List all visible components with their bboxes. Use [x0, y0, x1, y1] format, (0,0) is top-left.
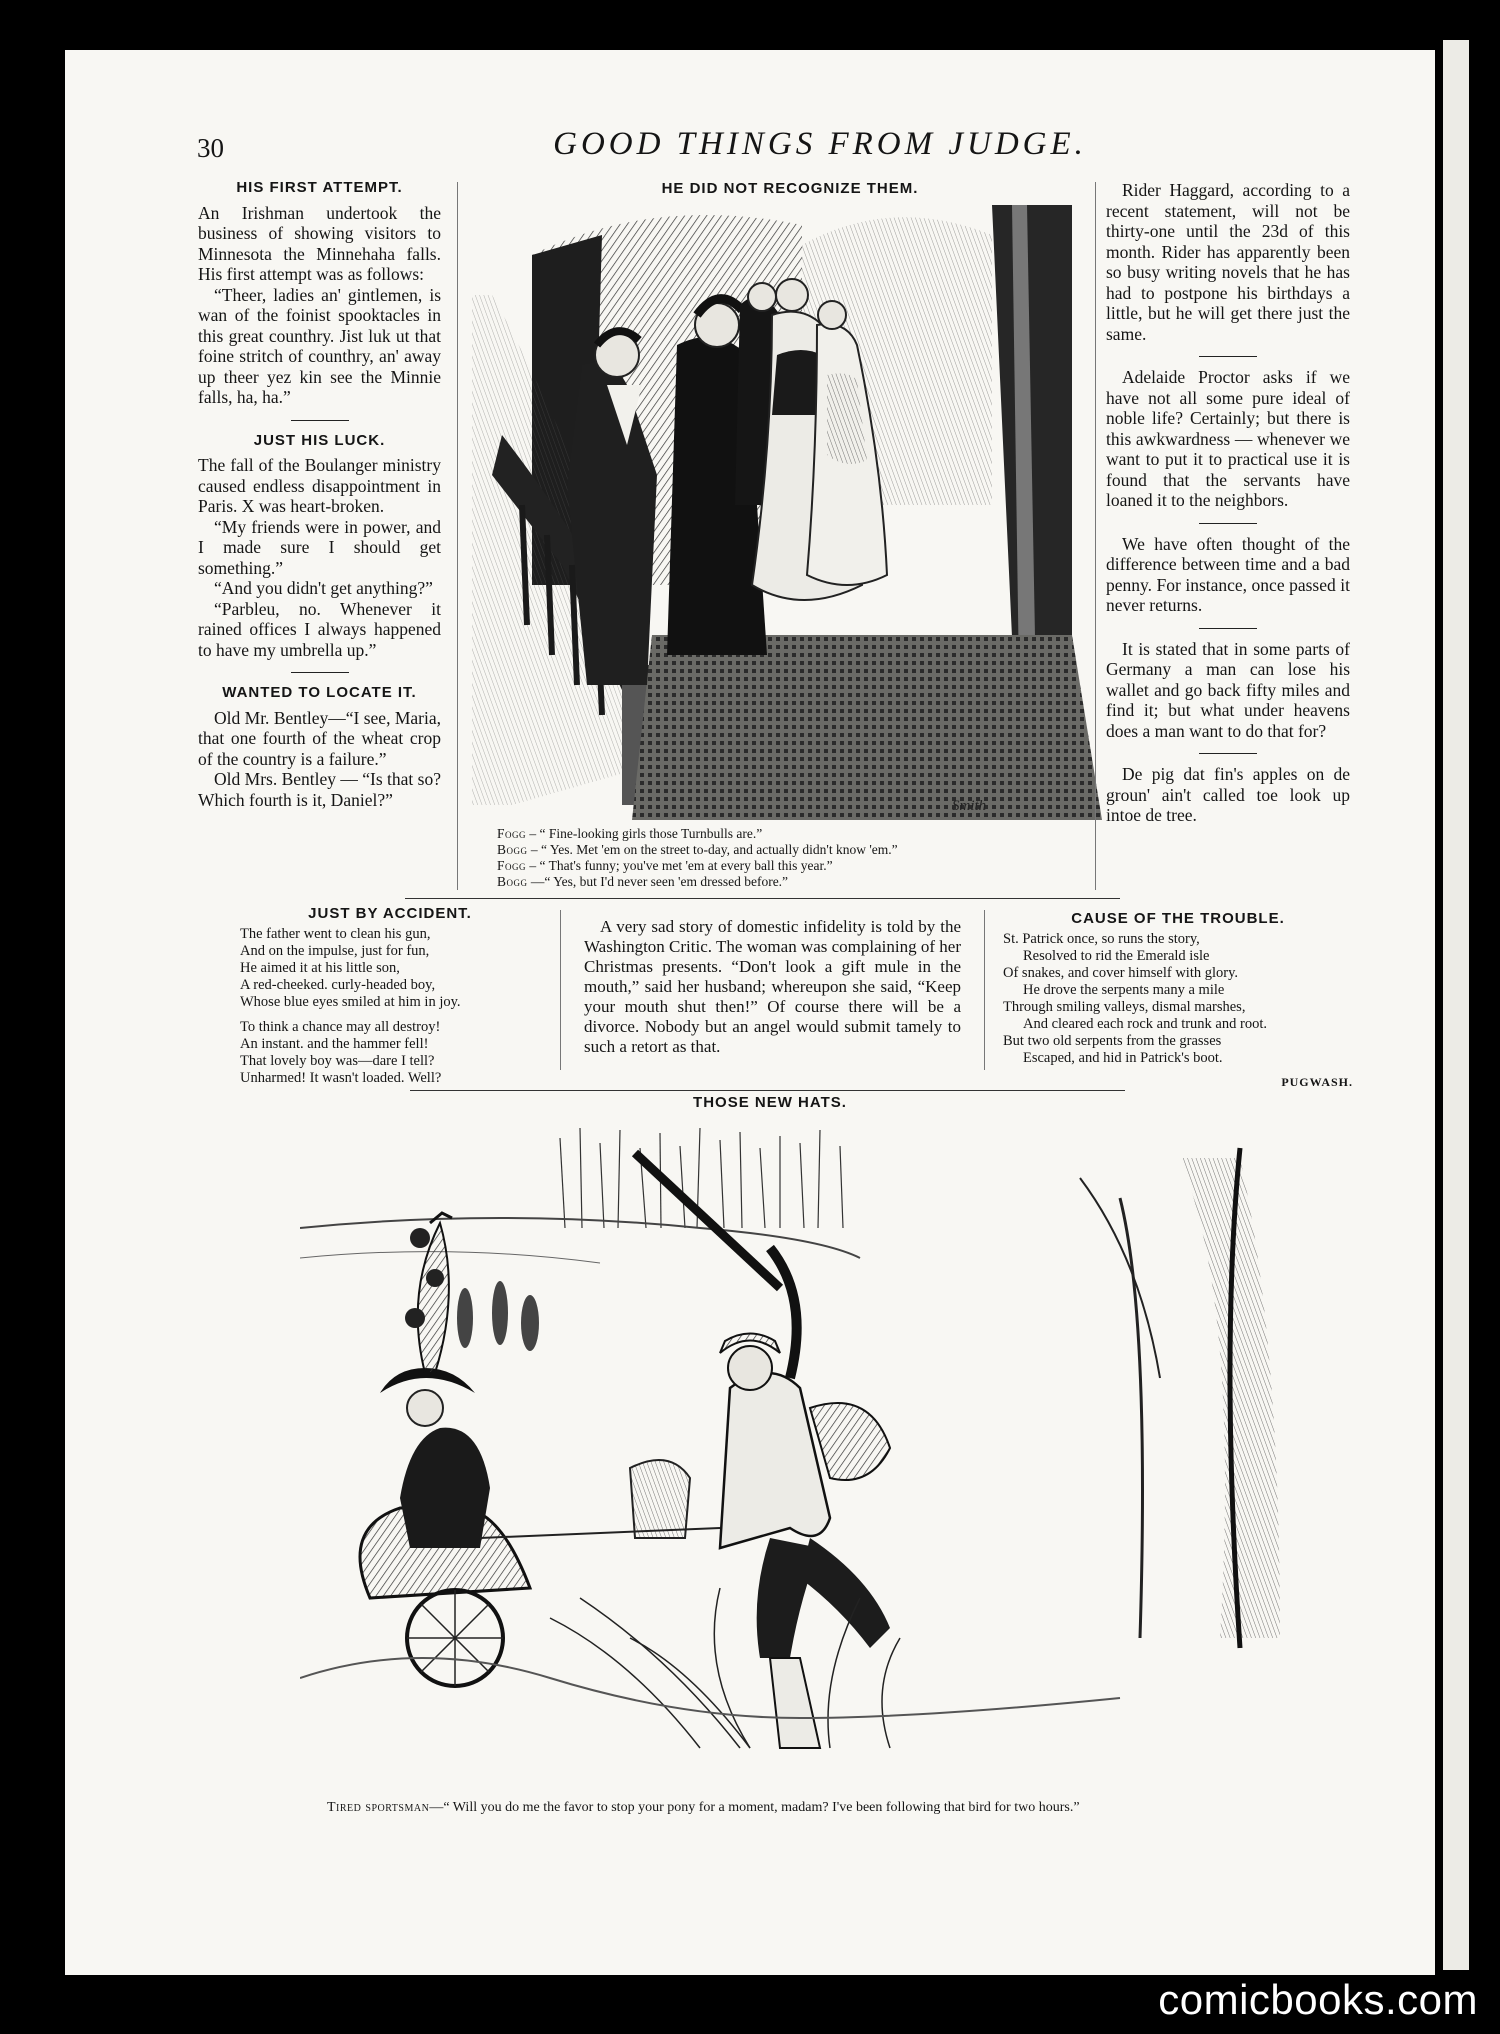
right-column [1106, 180, 1350, 826]
speaker: Fogg [497, 826, 527, 841]
speaker: Fogg [497, 858, 527, 873]
heading-locate: WANTED TO LOCATE IT. [222, 684, 417, 701]
paragraph: The fall of the Boulanger ministry caused endless disappointment in Paris. X was heart-broken. [198, 455, 441, 516]
heading-accident: JUST BY ACCIDENT. [308, 905, 472, 922]
heading-his-luck: JUST HIS LUCK. [253, 431, 386, 449]
paragraph: An Irishman undertook the business of showing visitors to Minnesota the Minnehaha falls. His first attempt was as follows: [198, 202, 441, 284]
horizontal-rule [410, 1090, 1125, 1091]
caption-line: – “ That's funny; you've met 'em at every ball this year.” [529, 858, 833, 873]
caption-line: —“ Will you do me the favor to stop your pony for a moment, madam? I've been following that bird for two hours.” [429, 1800, 1080, 1815]
horizontal-rule [405, 898, 1120, 899]
verse-line: He aimed it at his little son, [240, 960, 400, 976]
paragraph: It is stated that in some parts of Germany a man can lose his wallet and go back fifty miles and find it; but what under heavens does a man want to do that for? [1106, 638, 1350, 741]
heading-recognize: HE DID NOT RECOGNIZE THEM. [661, 180, 919, 197]
verse-line: He drove the serpents many a mile [1023, 982, 1225, 998]
heading-trouble: CAUSE OF THE TROUBLE. [1071, 910, 1285, 927]
caption-line: – “ Fine-looking girls those Turnbulls are.” [529, 826, 763, 841]
verse-line: But two old serpents from the grasses [1003, 1033, 1222, 1049]
paragraph: Old Mrs. Bentley — “Is that so? Which fourth is it, Daniel?” [198, 769, 441, 810]
paragraph: “My friends were in power, and I made sure I should get something.” [198, 516, 441, 578]
heading-hats: THOSE NEW HATS. [693, 1094, 847, 1111]
artist-signature: Smith [952, 798, 987, 814]
page-gutter [1435, 40, 1443, 1970]
divider [1199, 523, 1257, 524]
facing-page-edge [1443, 40, 1469, 1970]
running-head: GOOD THINGS FROM JUDGE. [553, 126, 1087, 162]
paragraph: A very sad story of domestic infidelity is told by the Washington Critic. The woman was complaining of her Christmas presents. “Don't look a gift mule in the mouth,” said her husband; whereupon she said, “Keep your mouth shut then!” Of course there will be a divorce. Nobody but an angel would submit tamely to such a retort as that. [584, 917, 961, 1056]
verse-line: St. Patrick once, so runs the story, [1003, 931, 1200, 947]
caption-line: —“ Yes, but I'd never seen 'em dressed before.” [530, 874, 789, 889]
verse-line: The father went to clean his gun, [240, 926, 431, 942]
column-rule [984, 910, 985, 1070]
speaker: Bogg [497, 842, 528, 857]
column-rule [457, 182, 458, 890]
speaker: Bogg [497, 874, 528, 889]
verse-line: And on the impulse, just for fun, [240, 943, 430, 959]
verse-line: Escaped, and hid in Patrick's boot. [1023, 1050, 1223, 1066]
hats-caption [327, 1800, 1267, 1816]
divider [291, 672, 349, 673]
verse-line: And cleared each rock and trunk and root. [1023, 1016, 1267, 1032]
recognize-caption [497, 826, 1097, 890]
divider [1199, 628, 1257, 629]
verse-line: Unharmed! It wasn't loaded. Well? [240, 1070, 442, 1086]
verse-line: That lovely boy was—dare I tell? [240, 1053, 435, 1069]
paragraph: Adelaide Proctor asks if we have not all some pure ideal of noble life? Certainly; but there is this awkwardness — whenever we want to put it to practical use it is found that the servants have loaned it to the neighbors. [1106, 367, 1350, 510]
paragraph: De pig dat fin's apples on de groun' ain't called toe look up intoe de tree. [1106, 764, 1350, 825]
ballroom-drawing [472, 205, 1102, 820]
column-rule [1095, 182, 1096, 890]
paragraph: We have often thought of the difference between time and a bad penny. For instance, once passed it never returns. [1106, 533, 1350, 615]
divider [1199, 753, 1257, 754]
verse-line: Of snakes, and cover himself with glory. [1003, 965, 1239, 981]
infidelity-story [584, 917, 961, 1057]
paragraph: “Theer, ladies an' gintlemen, is wan of the foinist spooktacles in this great counthry. Jist luk ut that foine stritch of counthry, an' away up theer yez kin see the Minnie falls, ha, ha.” [198, 284, 441, 407]
column-rule [560, 910, 561, 1070]
verse-line: Through smiling valleys, dismal marshes, [1003, 999, 1246, 1015]
hunting-illustration [300, 1118, 1305, 1798]
ballroom-illustration [472, 205, 1102, 820]
watermark: comicbooks.com [1158, 1976, 1478, 2023]
left-column [198, 178, 441, 810]
trouble-poem [1003, 910, 1353, 1090]
caption-line: – “ Yes. Met 'em on the street to-day, and actually didn't know 'em.” [530, 842, 898, 857]
paragraph: Rider Haggard, according to a recent statement, will not be thirty-one until the 23d of this month. Rider has apparently been so busy writing novels that he has had to postpone his birthdays a little, but he will get there just the same. [1106, 180, 1350, 344]
accident-poem [240, 905, 540, 1087]
heading-first-attempt: HIS FIRST ATTEMPT. [236, 179, 403, 196]
paragraph: “Parbleu, no. Whenever it rained offices I always happened to have my umbrella up.” [198, 598, 441, 660]
verse-line: Resolved to rid the Emerald isle [1023, 948, 1210, 964]
paragraph: Old Mr. Bentley—“I see, Maria, that one fourth of the wheat crop of the country is a failure.” [198, 707, 441, 769]
page-number: 30 [197, 133, 224, 163]
paragraph: “And you didn't get anything?” [214, 578, 433, 598]
divider [1199, 356, 1257, 357]
verse-line: A red-cheeked. curly-headed boy, [240, 977, 436, 993]
hunting-drawing [300, 1118, 1305, 1798]
speaker: Tired sportsman [327, 1800, 430, 1815]
divider [291, 420, 349, 421]
signature: PUGWASH. [1281, 1075, 1353, 1089]
verse-line: Whose blue eyes smiled at him in joy. [240, 994, 461, 1010]
verse-line: To think a chance may all destroy! [240, 1019, 441, 1035]
verse-line: An instant. and the hammer fell! [240, 1036, 429, 1052]
